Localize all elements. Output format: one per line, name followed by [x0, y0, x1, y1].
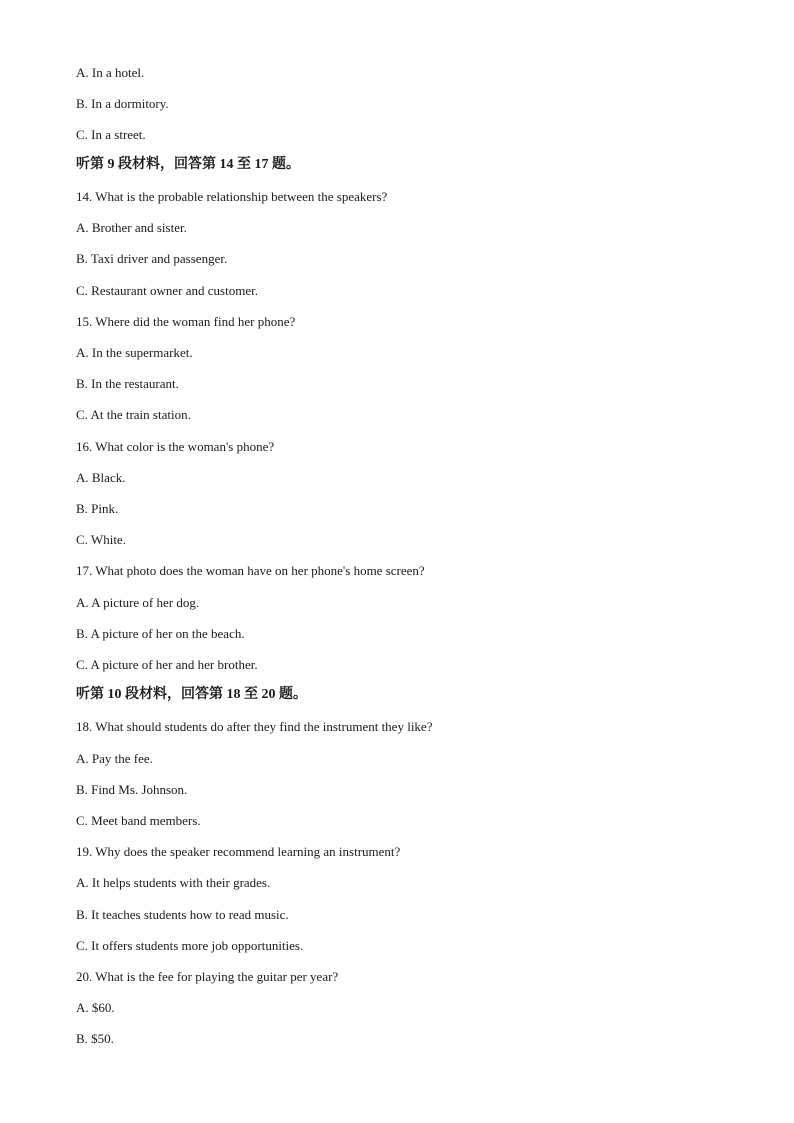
question-20: 20. What is the fee for playing the guitar per year?: [76, 969, 339, 984]
option-c-q14: C. Restaurant owner and customer.: [76, 283, 258, 298]
option-a-q16: A. Black.: [76, 470, 126, 485]
option-c-q13: C. In a street.: [76, 127, 146, 142]
option-a-q20: A. $60.: [76, 1000, 115, 1015]
option-c-q15: C. At the train station.: [76, 407, 191, 422]
option-a-q19: A. It helps students with their grades.: [76, 875, 271, 890]
question-15: 15. Where did the woman find her phone?: [76, 314, 296, 329]
option-b-q13: B. In a dormitory.: [76, 96, 169, 111]
option-b-q14: B. Taxi driver and passenger.: [76, 251, 228, 266]
option-c-q17: C. A picture of her and her brother.: [76, 657, 258, 672]
option-b-q15: B. In the restaurant.: [76, 376, 179, 391]
option-c-q18: C. Meet band members.: [76, 813, 201, 828]
section-heading-passage-9: 听第 9 段材料，回答第 14 至 17 题。: [76, 157, 300, 172]
question-19: 19. Why does the speaker recommend learning an instrument?: [76, 844, 401, 859]
option-a-q18: A. Pay the fee.: [76, 751, 153, 766]
option-b-q20: B. $50.: [76, 1031, 114, 1046]
option-b-q19: B. It teaches students how to read music.: [76, 907, 289, 922]
option-b-q18: B. Find Ms. Johnson.: [76, 782, 188, 797]
question-18: 18. What should students do after they find the instrument they like?: [76, 719, 433, 734]
question-17: 17. What photo does the woman have on her phone's home screen?: [76, 563, 425, 578]
option-c-q16: C. White.: [76, 532, 126, 547]
option-a-q15: A. In the supermarket.: [76, 345, 193, 360]
question-14: 14. What is the probable relationship between the speakers?: [76, 189, 388, 204]
option-c-q19: C. It offers students more job opportunities.: [76, 938, 304, 953]
question-16: 16. What color is the woman's phone?: [76, 439, 275, 454]
option-a-q14: A. Brother and sister.: [76, 220, 187, 235]
option-a-q17: A. A picture of her dog.: [76, 595, 200, 610]
option-b-q17: B. A picture of her on the beach.: [76, 626, 245, 641]
option-a-q13: A. In a hotel.: [76, 65, 145, 80]
option-b-q16: B. Pink.: [76, 501, 119, 516]
section-heading-passage-10: 听第 10 段材料，回答第 18 至 20 题。: [76, 687, 307, 702]
